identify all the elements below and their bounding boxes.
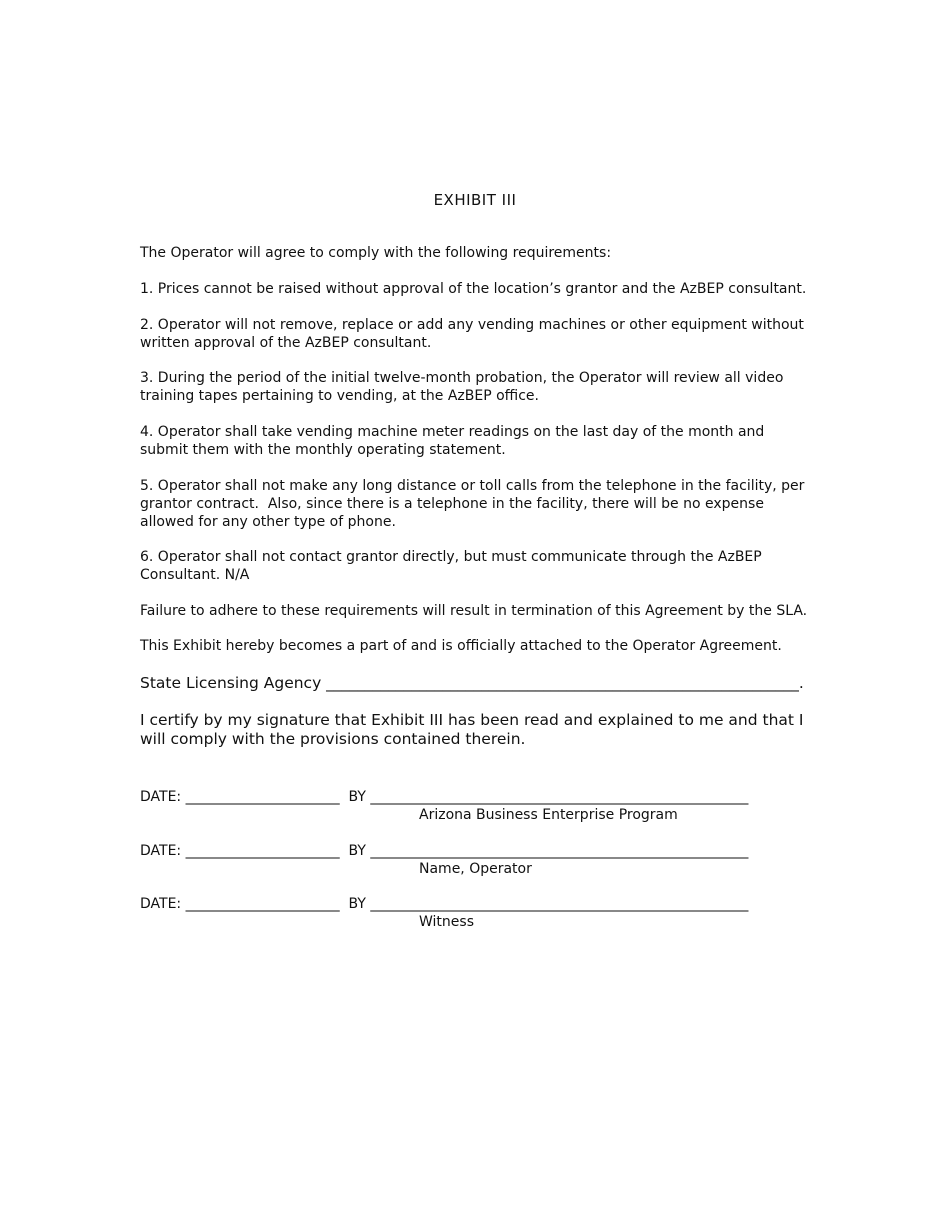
certification-statement: I certify by my signature that Exhibit III has been read and explained to me and that I will comply with the provisions contained therein. bbox=[140, 711, 809, 748]
requirement-5: 5. Operator shall not make any long distance or toll calls from the telephone in the facility, per grantor contract. Also, since there is a telephone in the facility, there will be no expense allowed for any other type of phone. bbox=[140, 478, 809, 530]
date-by-signature-line[interactable]: DATE: ______________________ BY ______________________________________________________ bbox=[140, 896, 749, 912]
signature-caption: Arizona Business Enterprise Program bbox=[419, 807, 678, 823]
signature-block-witness bbox=[140, 895, 810, 935]
exhibit-clause: This Exhibit hereby becomes a part of and is officially attached to the Operator Agreement. bbox=[140, 638, 782, 654]
signature-block-azbep bbox=[140, 788, 810, 828]
intro-text: The Operator will agree to comply with the following requirements: bbox=[140, 245, 612, 261]
state-licensing-agency-line[interactable]: State Licensing Agency _____________________________________________________________. bbox=[140, 674, 804, 692]
requirement-3: 3. During the period of the initial twelve-month probation, the Operator will review all video training tapes pertaining to vending, at the AzBEP office. bbox=[140, 370, 788, 404]
requirement-1: 1. Prices cannot be raised without approval of the location’s grantor and the AzBEP consultant. bbox=[140, 281, 807, 297]
signature-caption: Name, Operator bbox=[419, 861, 532, 877]
requirement-4: 4. Operator shall take vending machine meter readings on the last day of the month and submit them with the monthly operating statement. bbox=[140, 424, 769, 458]
date-by-signature-line[interactable]: DATE: ______________________ BY ______________________________________________________ bbox=[140, 843, 749, 859]
failure-clause: Failure to adhere to these requirements will result in termination of this Agreement by the SLA. bbox=[140, 603, 808, 619]
page-title: EXHIBIT III bbox=[433, 191, 517, 209]
signature-caption: Witness bbox=[419, 914, 474, 930]
requirement-2: 2. Operator will not remove, replace or add any vending machines or other equipment without written approval of the AzBEP consultant. bbox=[140, 317, 809, 351]
signature-block-operator bbox=[140, 842, 810, 882]
date-by-signature-line[interactable]: DATE: ______________________ BY ______________________________________________________ bbox=[140, 789, 749, 805]
requirement-6: 6. Operator shall not contact grantor directly, but must communicate through the AzBEP Consultant. N/A bbox=[140, 549, 767, 583]
